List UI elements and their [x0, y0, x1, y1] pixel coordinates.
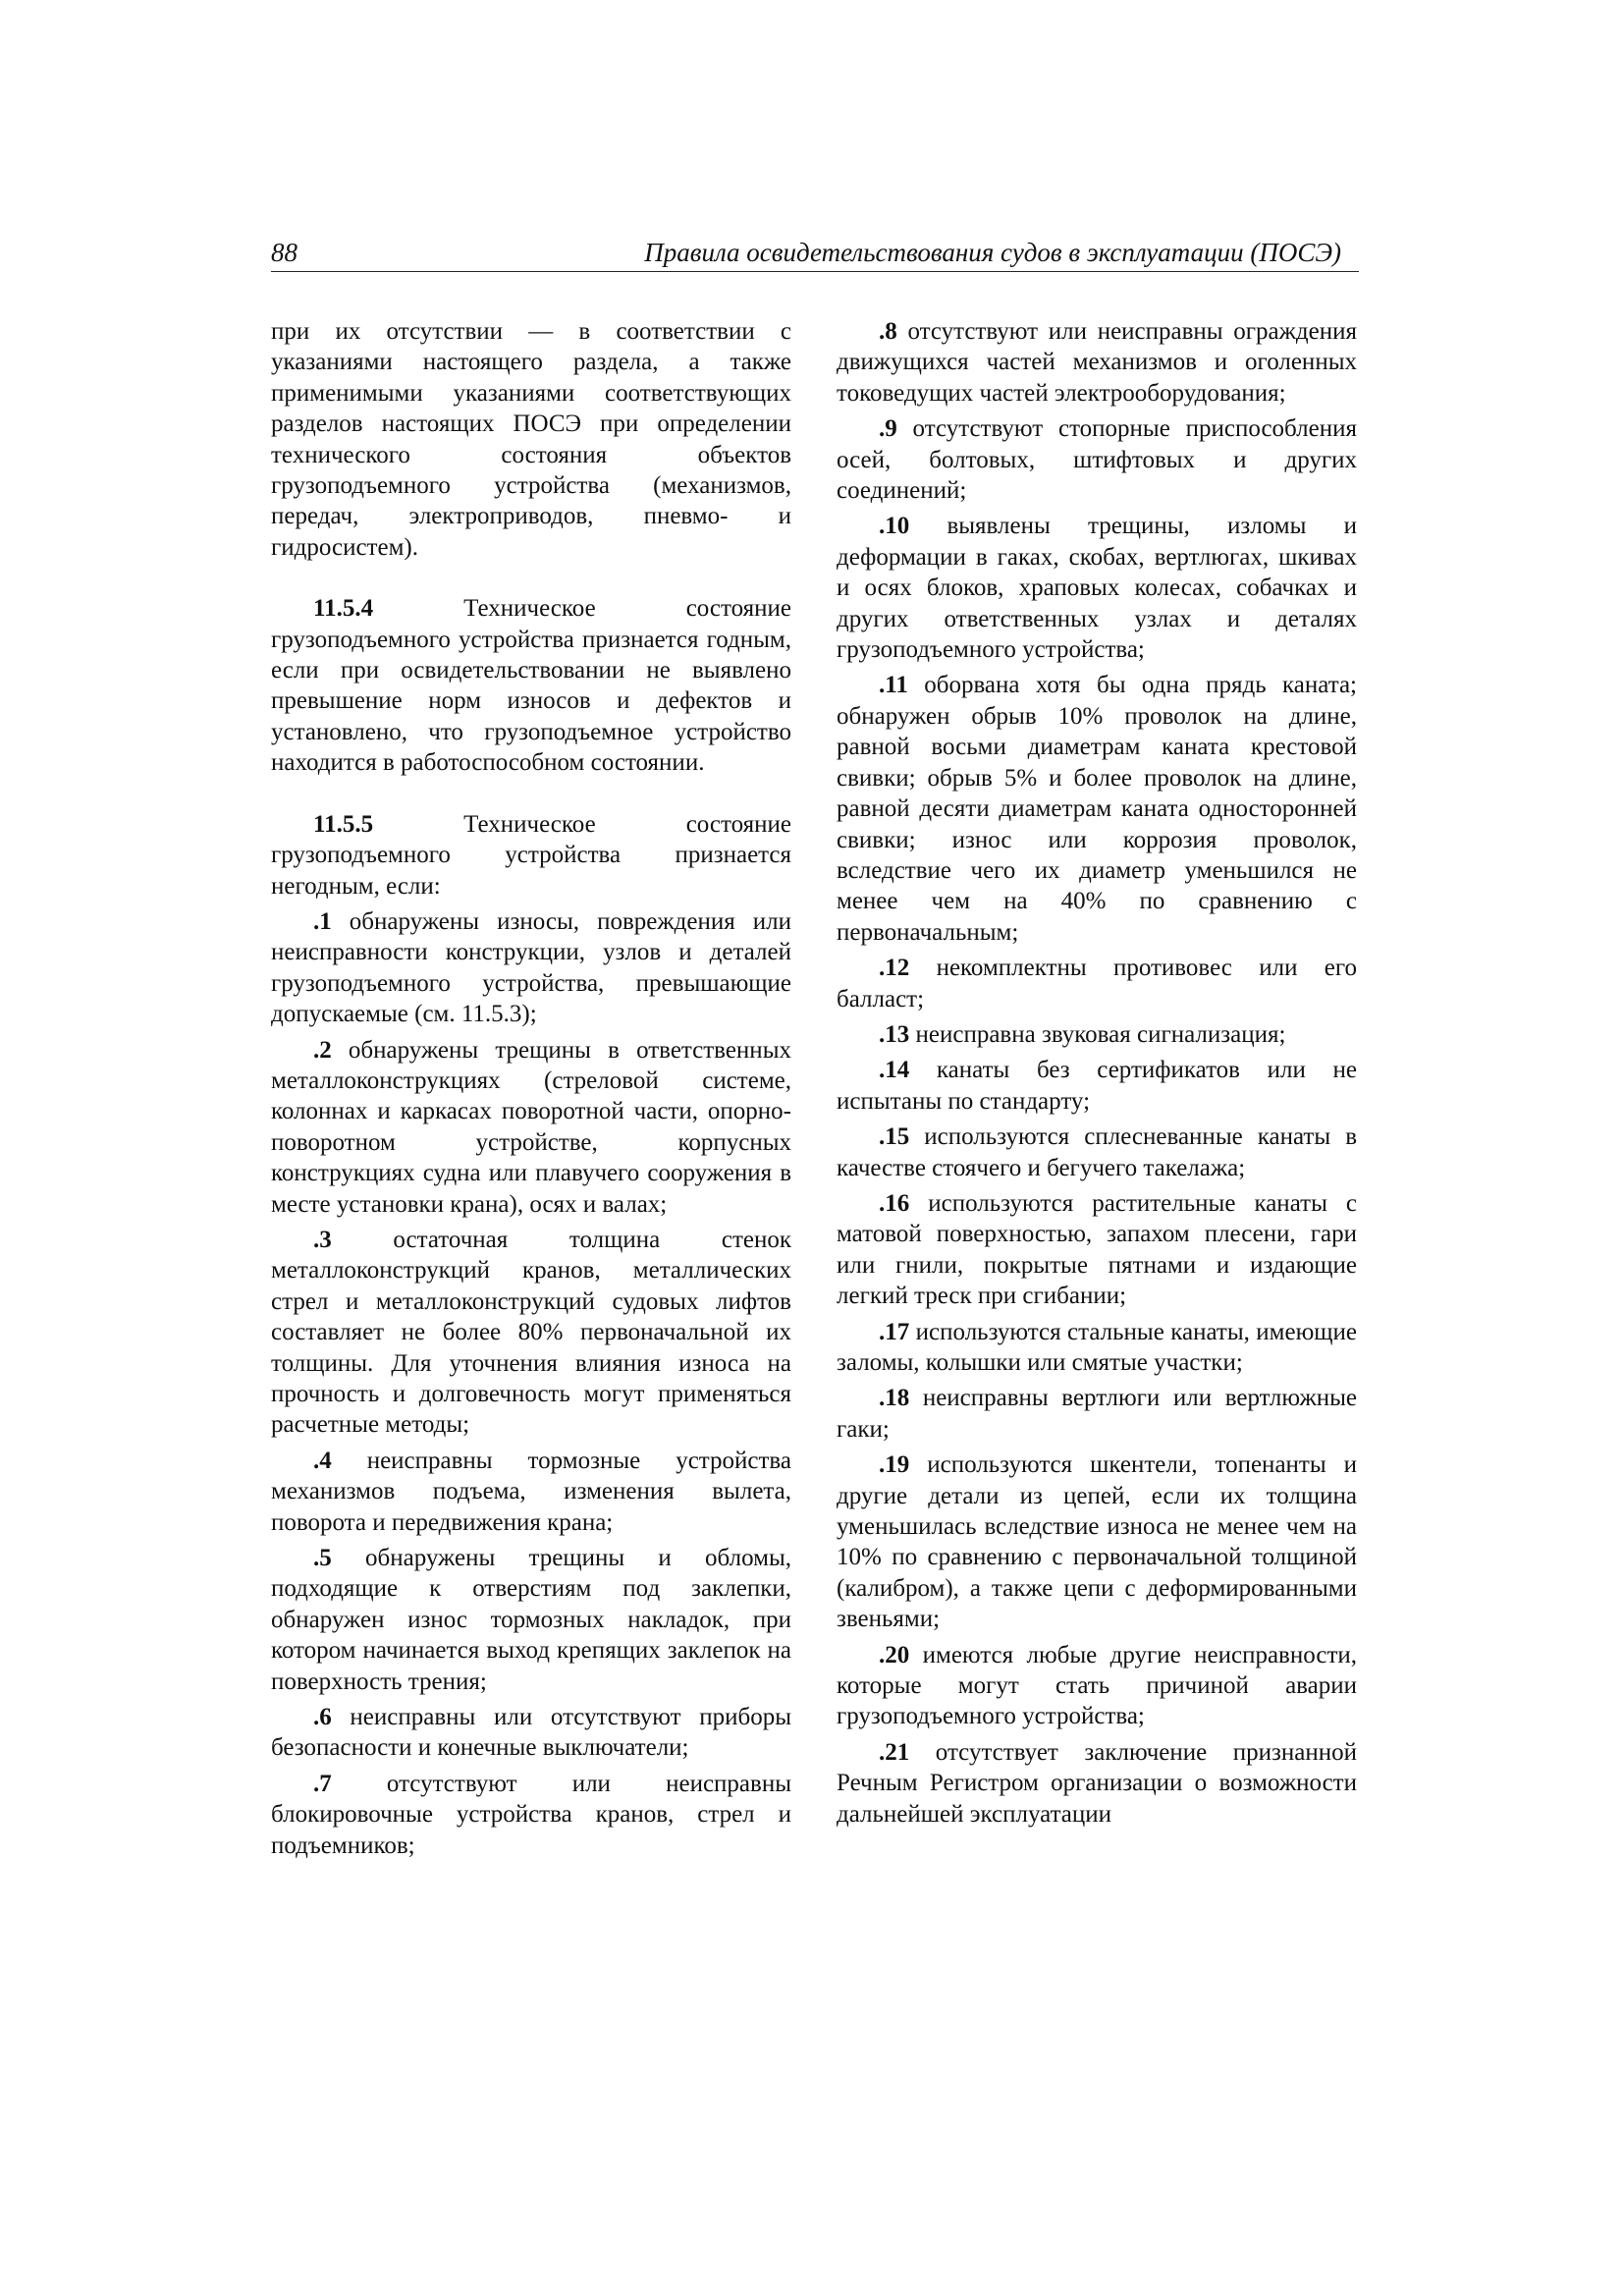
item-number: .12: [879, 955, 910, 982]
clause-number: 11.5.5: [313, 810, 374, 838]
item-number: .3: [313, 1226, 332, 1253]
item-text: обнаружены трещины и обломы, подходящие к отверстиям под заклепки, обнаружен износ тормозных накладок, при котором начинается выход крепящих заклепок на поверхность трения;: [271, 1545, 791, 1695]
item-number: .6: [313, 1704, 332, 1731]
clause-11-5-4: [271, 593, 791, 778]
list-item: [837, 1640, 1357, 1732]
item-text: отсутствуют или неисправны ограждения движущихся частей механизмов и оголенных токоведущих частей электрооборудования;: [837, 318, 1357, 407]
item-text: обнаружены трещины в ответственных металлоконструкциях (стреловой системе, колоннах и каркасах поворотной части, опорно-поворотном устройстве, корпусных конструкциях судна или плавучего сооружения в месте установки крана), осях и валах;: [271, 1036, 791, 1218]
item-number: .9: [879, 415, 897, 443]
item-number: .8: [879, 318, 897, 345]
item-text: имеются любые другие неисправности, которые могут стать причиной аварии грузоподъемного устройства;: [837, 1641, 1357, 1730]
item-text: отсутствует заключение признанной Речным Регистром организации о возможности дальнейшей эксплуатации: [837, 1738, 1357, 1828]
list-item: [837, 1737, 1357, 1830]
item-text: используются растительные канаты с матовой поверхностью, запахом плесени, гари или гнили, покрытые пятнами и издающие легкий треск при сгибании;: [837, 1189, 1357, 1310]
item-text: остаточная толщина стенок металлоконструкций кранов, металлических стрел и металлоконструкций судовых лифтов составляет не более 80% первоначальной их толщины. Для уточнения влияния износа на прочность и долговечность могут применяться расчетные методы;: [271, 1226, 791, 1439]
running-header: [271, 236, 1359, 272]
item-text: используются сплесневанные канаты в качестве стоячего и бегучего такелажа;: [837, 1123, 1357, 1181]
list-item: [271, 1035, 791, 1220]
item-number: .5: [313, 1545, 332, 1572]
list-item: [271, 1446, 791, 1538]
item-text: выявлены трещины, изломы и деформации в гаках, скобах, вертлюгах, шкивах и осях блоков, храповых колесах, собачках и других ответственных узлах и деталях грузоподъемного устройства;: [837, 513, 1357, 664]
clause-11-5-5: [271, 809, 791, 902]
list-item: [837, 1317, 1357, 1379]
item-number: .4: [313, 1447, 332, 1474]
list-item: [271, 1769, 791, 1861]
item-text: неисправны или отсутствуют приборы безопасности и конечные выключатели;: [271, 1704, 791, 1762]
clause-number: 11.5.4: [313, 595, 374, 623]
list-item: [837, 1055, 1357, 1117]
item-text: отсутствуют или неисправны блокировочные устройства кранов, стрел и подъемников;: [271, 1770, 791, 1859]
item-number: .11: [879, 672, 908, 699]
item-number: .17: [879, 1318, 910, 1345]
list-item: [271, 1543, 791, 1697]
item-number: .13: [879, 1020, 910, 1048]
item-number: .1: [313, 907, 332, 935]
item-text: отсутствуют стопорные приспособления осей, болтовых, штифтовых и других соединений;: [837, 415, 1357, 505]
item-text: неисправны тормозные устройства механизмов подъема, изменения вылета, поворота и передвижения крана;: [271, 1447, 791, 1536]
item-number: .16: [879, 1189, 910, 1217]
item-number: .15: [879, 1123, 910, 1151]
right-column: [837, 316, 1357, 1830]
item-text: некомплектны противовес или его балласт;: [837, 955, 1357, 1012]
list-item: [837, 413, 1357, 506]
list-item: [837, 1121, 1357, 1183]
list-item: [837, 953, 1357, 1014]
item-number: .19: [879, 1451, 910, 1479]
item-number: .14: [879, 1057, 910, 1084]
item-number: .21: [879, 1738, 910, 1766]
list-item: [837, 1188, 1357, 1312]
list-item: [837, 511, 1357, 665]
list-item: [837, 316, 1357, 409]
item-text: используются стальные канаты, имеющие заломы, колышки или смятые участки;: [837, 1318, 1357, 1376]
item-text: канаты без сертификатов или не испытаны по стандарту;: [837, 1057, 1357, 1115]
list-item: [271, 1225, 791, 1441]
left-column: [271, 316, 791, 1861]
list-item: [837, 1019, 1357, 1050]
item-text: используются шкентели, топенанты и другие детали из цепей, если их толщина уменьшилась вследствие износа не менее чем на 10% по сравнению с первоначальной толщиной (калибром), а также цепи с деформированными звеньями;: [837, 1451, 1357, 1633]
item-text: неисправны вертлюги или вертлюжные гаки;: [837, 1385, 1357, 1443]
clause-text: Техническое состояние грузоподъемного устройства признается годным, если при освидетельствовании не выявлено превышение норм износов и дефектов и установлено, что грузоподъемное устройство находится в работоспособном состоянии.: [271, 595, 791, 777]
list-item: [837, 1449, 1357, 1634]
item-text: обнаружены износы, повреждения или неисправности конструкции, узлов и деталей грузоподъемного устройства, превышающие допускаемые (см. 11.5.3);: [271, 907, 791, 1028]
item-number: .18: [879, 1385, 910, 1412]
running-title: Правила освидетельствования судов в эксплуатации (ПОСЭ): [644, 238, 1341, 267]
page-number: 88: [271, 238, 298, 267]
item-text: оборвана хотя бы одна прядь каната; обнаружен обрыв 10% проволок на длине, равной восьми диаметрам каната крестовой свивки; обрыв 5% и более проволок на длине, равной десяти диаметрам каната односторонней свивки; износ или коррозия проволок, вследствие чего их диаметр уменьшился не менее чем на 40% по сравнению с первоначальным;: [837, 672, 1357, 946]
item-text: неисправна звуковая сигнализация;: [909, 1020, 1286, 1048]
list-item: [271, 1702, 791, 1764]
list-item: [837, 1383, 1357, 1445]
item-number: .7: [313, 1770, 332, 1797]
list-item: [271, 906, 791, 1030]
item-number: .10: [879, 513, 910, 540]
item-number: .2: [313, 1036, 332, 1064]
item-number: .20: [879, 1641, 910, 1668]
paragraph-continuation: при их отсутствии — в соответствии с указаниями настоящего раздела, а также применимыми указаниями соответствующих разделов настоящих ПОСЭ при определении технического состояния объектов грузоподъемного устройства (механизмов, передач, электроприводов, пневмо- и гидросистем).: [271, 318, 791, 561]
clause-text: Техническое состояние грузоподъемного устройства признается негодным, если:: [271, 810, 791, 900]
list-item: [837, 670, 1357, 948]
